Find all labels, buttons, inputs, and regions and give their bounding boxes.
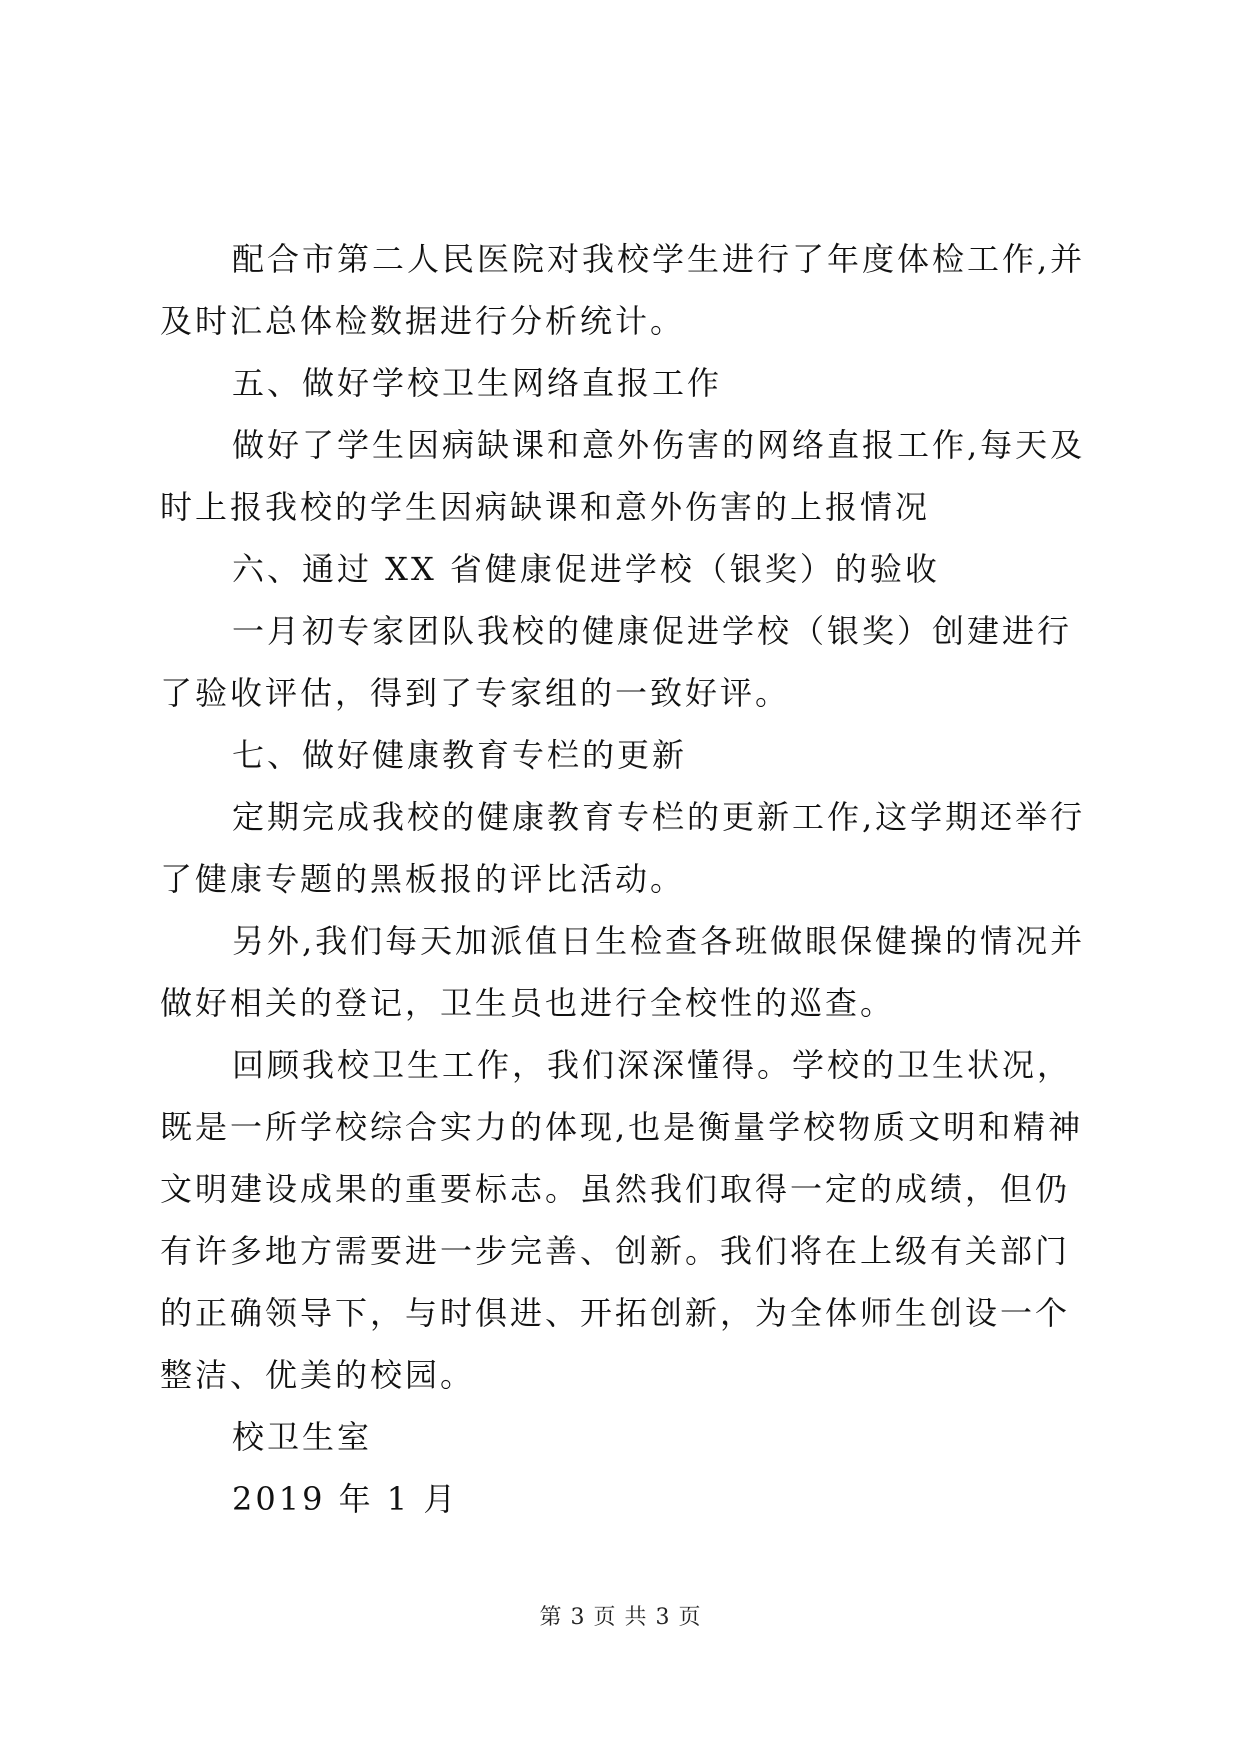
signature-date: 2019 年 1 月 xyxy=(232,1480,459,1518)
paragraph-network-report: 做好了学生因病缺课和意外伤害的网络直报工作,每天及时上报我校的学生因病缺课和意外伤害的上报情况 xyxy=(160,426,1086,526)
paragraph-summary: 回顾我校卫生工作，我们深深懂得。学校的卫生状况，既是一所学校综合实力的体现,也是衡量学校物质文明和精神文明建设成果的重要标志。虽然我们取得一定的成绩，但仍有许多地方需要进一步完善、创新。我们将在上级有关部门的正确领导下，与时俱进、开拓创新，为全体师生创设一个整洁、优美的校园。 xyxy=(160,1046,1084,1394)
page-number-footer: 第 3 页 共 3 页 xyxy=(539,1605,702,1630)
document-body xyxy=(160,228,1086,1530)
paragraph-eye-exercise: 另外,我们每天加派值日生检查各班做眼保健操的情况并做好相关的登记，卫生员也进行全校性的巡查。 xyxy=(160,922,1086,1022)
heading-section-seven: 七、做好健康教育专栏的更新 xyxy=(232,736,688,774)
heading-section-five: 五、做好学校卫生网络直报工作 xyxy=(232,364,723,402)
heading-section-six: 六、通过 XX 省健康促进学校（银奖）的验收 xyxy=(232,550,940,588)
paragraph-health-column: 定期完成我校的健康教育专栏的更新工作,这学期还举行了健康专题的黑板报的评比活动。 xyxy=(160,798,1086,898)
paragraph-acceptance-review: 一月初专家团队我校的健康促进学校（银奖）创建进行了验收评估，得到了专家组的一致好评。 xyxy=(160,612,1073,712)
paragraph-physical-exam: 配合市第二人民医院对我校学生进行了年度体检工作,并及时汇总体检数据进行分析统计。 xyxy=(160,240,1086,340)
signature-office: 校卫生室 xyxy=(232,1418,373,1456)
